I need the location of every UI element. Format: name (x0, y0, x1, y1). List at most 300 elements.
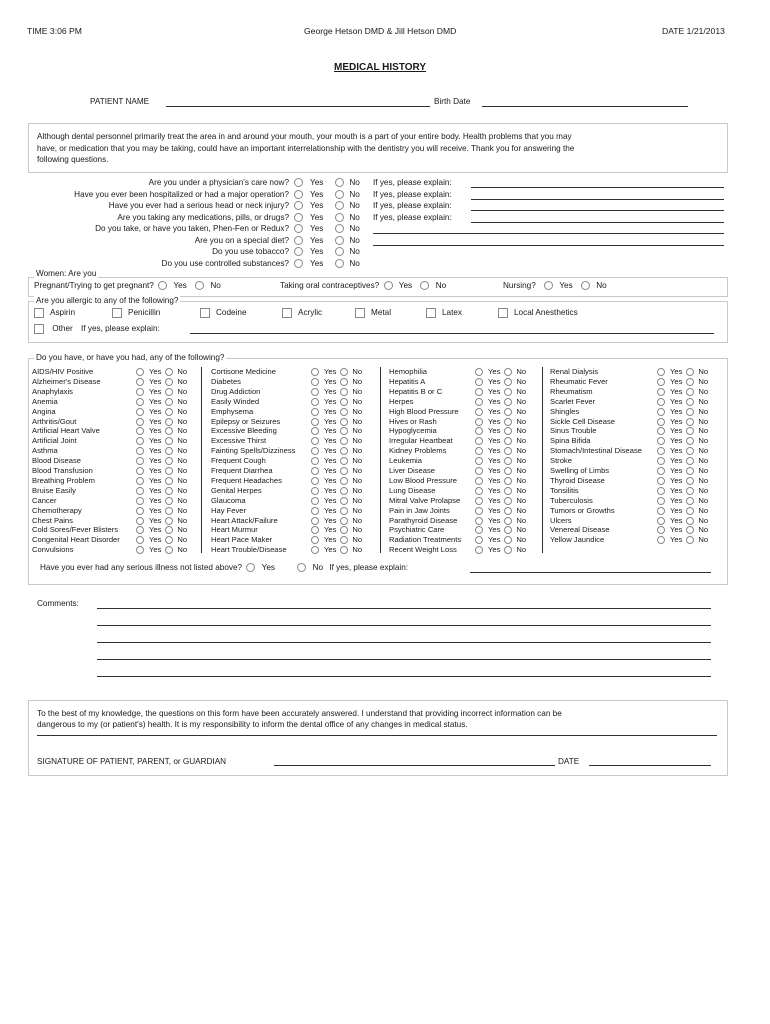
condition-label: Scarlet Fever (550, 396, 596, 406)
condition-yes-radio[interactable] (475, 546, 483, 554)
yes-label: Yes (324, 505, 337, 515)
condition-no-radio[interactable] (340, 497, 348, 505)
condition-yes-no (311, 486, 362, 495)
condition-no-radio[interactable] (686, 378, 694, 386)
condition-yes-radio[interactable] (136, 378, 144, 386)
signature-date-field[interactable] (589, 765, 711, 766)
no-label: No (352, 426, 363, 436)
condition-yes-radio[interactable] (657, 477, 665, 485)
no-label: No (177, 386, 188, 396)
condition-no-radio[interactable] (686, 398, 694, 406)
condition-yes-radio[interactable] (475, 408, 483, 416)
condition-label: Stroke (550, 456, 572, 466)
condition-no-radio[interactable] (165, 408, 173, 416)
condition-no-radio[interactable] (686, 507, 694, 515)
condition-yes-radio[interactable] (657, 368, 665, 376)
condition-no-radio[interactable] (504, 536, 512, 544)
condition-no-radio[interactable] (165, 467, 173, 475)
no-label: No (312, 563, 324, 572)
no-label: No (596, 281, 607, 290)
condition-yes-no (311, 446, 362, 455)
condition-yes-radio[interactable] (311, 517, 319, 525)
condition-yes-radio[interactable] (136, 418, 144, 426)
condition-no-radio[interactable] (504, 546, 512, 554)
condition-no-radio[interactable] (686, 467, 694, 475)
no-label: No (516, 515, 527, 525)
condition-yes-radio[interactable] (311, 536, 319, 544)
contraceptives-yes-radio[interactable] (384, 281, 393, 290)
condition-no-radio[interactable] (686, 497, 694, 505)
yes-label: Yes (324, 446, 337, 456)
condition-yes-radio[interactable] (136, 497, 144, 505)
comments-line[interactable] (97, 625, 711, 626)
condition-yes-radio[interactable] (311, 467, 319, 475)
condition-yes-no (475, 367, 526, 376)
condition-yes-no (657, 516, 708, 525)
condition-no-radio[interactable] (686, 477, 694, 485)
condition-yes-radio[interactable] (311, 457, 319, 465)
condition-yes-radio[interactable] (136, 368, 144, 376)
yes-label: Yes (324, 376, 337, 386)
condition-label: Heart Trouble/Disease (211, 545, 287, 555)
yes-label: Yes (398, 281, 413, 290)
no-label: No (352, 446, 363, 456)
condition-no-radio[interactable] (340, 517, 348, 525)
yes-label: Yes (324, 416, 337, 426)
yes-label: Yes (310, 189, 324, 199)
page-title: MEDICAL HISTORY (334, 62, 427, 73)
yes-label: Yes (670, 396, 683, 406)
condition-no-radio[interactable] (686, 517, 694, 525)
condition-yes-radio[interactable] (311, 526, 319, 534)
condition-yes-radio[interactable] (657, 507, 665, 515)
condition-no-radio[interactable] (165, 368, 173, 376)
condition-label: Frequent Cough (211, 456, 266, 466)
condition-no-radio[interactable] (340, 477, 348, 485)
condition-no-radio[interactable] (686, 418, 694, 426)
allergy-checkbox[interactable] (355, 308, 365, 318)
condition-yes-no (136, 417, 187, 426)
condition-no-radio[interactable] (340, 368, 348, 376)
condition-yes-radio[interactable] (136, 546, 144, 554)
allergy-checkbox[interactable] (200, 308, 210, 318)
condition-yes-radio[interactable] (136, 507, 144, 515)
condition-no-radio[interactable] (165, 477, 173, 485)
condition-no-radio[interactable] (165, 457, 173, 465)
condition-no-radio[interactable] (165, 378, 173, 386)
no-label: No (698, 515, 709, 525)
condition-no-radio[interactable] (686, 457, 694, 465)
signature-label: SIGNATURE OF PATIENT, PARENT, or GUARDIAN (37, 757, 227, 766)
condition-yes-no (475, 387, 526, 396)
condition-yes-no (475, 436, 526, 445)
condition-yes-no (136, 466, 187, 475)
question-yes-radio[interactable] (294, 224, 303, 233)
explain-label: If yes, please explain: (373, 178, 452, 187)
condition-yes-radio[interactable] (475, 487, 483, 495)
condition-no-radio[interactable] (504, 378, 512, 386)
condition-yes-radio[interactable] (136, 487, 144, 495)
question-no-radio[interactable] (335, 259, 344, 268)
condition-no-radio[interactable] (340, 437, 348, 445)
condition-yes-radio[interactable] (136, 467, 144, 475)
condition-yes-radio[interactable] (136, 388, 144, 396)
condition-yes-radio[interactable] (657, 536, 665, 544)
condition-yes-radio[interactable] (475, 427, 483, 435)
condition-no-radio[interactable] (504, 526, 512, 534)
condition-yes-radio[interactable] (311, 398, 319, 406)
condition-no-radio[interactable] (165, 546, 173, 554)
condition-no-radio[interactable] (340, 457, 348, 465)
no-label: No (516, 446, 527, 456)
condition-label: AIDS/HIV Positive (32, 367, 94, 376)
condition-yes-radio[interactable] (311, 447, 319, 455)
allergy-checkbox[interactable] (426, 308, 436, 318)
condition-no-radio[interactable] (340, 487, 348, 495)
condition-no-radio[interactable] (340, 398, 348, 406)
condition-yes-radio[interactable] (475, 507, 483, 515)
condition-no-radio[interactable] (504, 497, 512, 505)
question-yes-radio[interactable] (294, 259, 303, 268)
yes-label: Yes (149, 436, 162, 446)
condition-yes-radio[interactable] (657, 388, 665, 396)
condition-yes-no (136, 446, 187, 455)
condition-no-radio[interactable] (165, 517, 173, 525)
question-no-radio[interactable] (335, 201, 344, 210)
condition-yes-radio[interactable] (657, 457, 665, 465)
condition-no-radio[interactable] (686, 487, 694, 495)
condition-no-radio[interactable] (165, 398, 173, 406)
question-yes-radio[interactable] (294, 178, 303, 187)
condition-label: Excessive Bleeding (211, 426, 277, 436)
no-label: No (516, 367, 527, 376)
condition-yes-radio[interactable] (475, 457, 483, 465)
condition-yes-radio[interactable] (136, 447, 144, 455)
condition-yes-radio[interactable] (136, 526, 144, 534)
yes-label: Yes (149, 475, 162, 485)
intro-text: Although dental personnel primarily treat the area in and around your mouth, your mouth is a part of your entire body. Health problems that you may have, or medication that you may be taking, could have an important interrelationship with the dentistry you will receive. Thank you for answering the following questions. (37, 132, 575, 164)
explain-label: If yes, please explain: (373, 189, 452, 199)
condition-no-radio[interactable] (340, 536, 348, 544)
condition-no-radio[interactable] (340, 408, 348, 416)
allergy-checkbox[interactable] (282, 308, 292, 318)
condition-yes-radio[interactable] (475, 437, 483, 445)
condition-label: Liver Disease (389, 466, 436, 475)
no-label: No (177, 446, 188, 456)
yes-label: Yes (261, 563, 275, 572)
allergy-label: Aspirin (50, 308, 76, 318)
question-text: Are you taking any medications, pills, or drugs? (117, 212, 289, 222)
condition-yes-no (136, 456, 187, 465)
allergy-checkbox[interactable] (34, 308, 44, 318)
patient-name-field[interactable] (166, 106, 430, 107)
condition-no-radio[interactable] (340, 418, 348, 426)
signature-field[interactable] (274, 765, 555, 766)
condition-yes-radio[interactable] (475, 526, 483, 534)
condition-label: Leukemia (389, 456, 422, 466)
serious-yes-radio[interactable] (246, 563, 255, 572)
condition-yes-radio[interactable] (136, 408, 144, 416)
condition-yes-radio[interactable] (657, 418, 665, 426)
yes-label: Yes (670, 515, 683, 525)
condition-yes-radio[interactable] (475, 378, 483, 386)
condition-label: Stomach/Intestinal Disease (550, 446, 643, 456)
birth-date-field[interactable] (482, 106, 688, 107)
condition-no-radio[interactable] (340, 388, 348, 396)
question-no-radio[interactable] (335, 224, 344, 233)
condition-label: Angina (32, 406, 56, 416)
condition-yes-radio[interactable] (475, 418, 483, 426)
condition-yes-no (657, 446, 708, 455)
explain-field[interactable] (471, 187, 724, 188)
condition-no-radio[interactable] (686, 526, 694, 534)
condition-yes-radio[interactable] (475, 388, 483, 396)
condition-no-radio[interactable] (686, 427, 694, 435)
condition-label: Psychiatric Care (389, 525, 445, 535)
explain-field[interactable] (373, 245, 724, 246)
condition-no-radio[interactable] (504, 427, 512, 435)
condition-no-radio[interactable] (686, 368, 694, 376)
comments-line[interactable] (97, 608, 711, 609)
condition-label: Heart Pace Maker (211, 535, 273, 545)
condition-no-radio[interactable] (504, 388, 512, 396)
condition-label: Lung Disease (389, 485, 436, 495)
allergy-checkbox[interactable] (112, 308, 122, 318)
condition-yes-radio[interactable] (657, 427, 665, 435)
question-no-radio[interactable] (335, 178, 344, 187)
condition-yes-radio[interactable] (311, 507, 319, 515)
condition-yes-no (657, 525, 708, 534)
allergy-explain-field[interactable] (190, 333, 714, 334)
condition-no-radio[interactable] (165, 388, 173, 396)
explain-field[interactable] (373, 233, 724, 234)
condition-label: Bruise Easily (32, 485, 76, 495)
condition-yes-no (657, 506, 708, 515)
yes-label: Yes (670, 386, 683, 396)
condition-no-radio[interactable] (165, 507, 173, 515)
condition-yes-no (657, 407, 708, 416)
condition-yes-radio[interactable] (475, 497, 483, 505)
condition-yes-radio[interactable] (475, 398, 483, 406)
question-yes-radio[interactable] (294, 236, 303, 245)
condition-label: Drug Addiction (211, 386, 261, 396)
yes-label: Yes (488, 446, 501, 456)
allergy-item (112, 308, 160, 318)
contraceptives-question: Taking oral contraceptives? (280, 281, 380, 290)
no-label: No (177, 535, 188, 545)
condition-yes-radio[interactable] (311, 368, 319, 376)
condition-no-radio[interactable] (340, 526, 348, 534)
condition-yes-radio[interactable] (657, 467, 665, 475)
condition-yes-no (311, 397, 362, 406)
condition-no-radio[interactable] (504, 398, 512, 406)
condition-no-radio[interactable] (340, 427, 348, 435)
condition-no-radio[interactable] (686, 437, 694, 445)
question-yes-radio[interactable] (294, 201, 303, 210)
yes-label: Yes (670, 466, 683, 475)
condition-no-radio[interactable] (340, 378, 348, 386)
no-label: No (177, 367, 188, 376)
no-label: No (516, 456, 527, 466)
condition-label: Hives or Rash (389, 416, 437, 426)
birth-date-label: Birth Date (434, 97, 471, 106)
comments-line[interactable] (97, 642, 711, 643)
yes-label: Yes (488, 386, 501, 396)
condition-yes-radio[interactable] (136, 536, 144, 544)
condition-yes-radio[interactable] (475, 368, 483, 376)
yes-label: Yes (670, 367, 683, 376)
condition-no-radio[interactable] (504, 477, 512, 485)
condition-label: High Blood Pressure (389, 406, 459, 416)
question-yes-radio[interactable] (294, 247, 303, 256)
condition-no-radio[interactable] (504, 467, 512, 475)
condition-yes-radio[interactable] (657, 487, 665, 495)
condition-no-radio[interactable] (504, 487, 512, 495)
condition-yes-radio[interactable] (136, 398, 144, 406)
explain-field[interactable] (471, 222, 724, 223)
yes-label: Yes (149, 515, 162, 525)
condition-label: Cortisone Medicine (211, 367, 276, 376)
condition-yes-radio[interactable] (475, 467, 483, 475)
condition-no-radio[interactable] (504, 408, 512, 416)
condition-yes-radio[interactable] (475, 447, 483, 455)
no-label: No (698, 406, 709, 416)
yes-label: Yes (488, 376, 501, 386)
condition-no-radio[interactable] (686, 536, 694, 544)
no-label: No (698, 505, 709, 515)
serious-explain-field[interactable] (470, 572, 711, 573)
pregnant-no-radio[interactable] (195, 281, 204, 290)
no-label: No (177, 485, 188, 495)
condition-yes-radio[interactable] (311, 378, 319, 386)
condition-yes-no (475, 417, 526, 426)
question-yes-radio[interactable] (294, 213, 303, 222)
condition-no-radio[interactable] (504, 517, 512, 525)
condition-yes-radio[interactable] (475, 477, 483, 485)
yes-label: Yes (488, 485, 501, 495)
condition-yes-no (475, 466, 526, 475)
no-label: No (352, 475, 363, 485)
condition-yes-radio[interactable] (657, 447, 665, 455)
condition-yes-no (657, 496, 708, 505)
condition-no-radio[interactable] (504, 507, 512, 515)
condition-no-radio[interactable] (340, 467, 348, 475)
comments-line[interactable] (97, 676, 711, 677)
condition-yes-radio[interactable] (311, 437, 319, 445)
condition-yes-radio[interactable] (136, 477, 144, 485)
yes-label: Yes (149, 485, 162, 495)
condition-yes-radio[interactable] (311, 388, 319, 396)
condition-no-radio[interactable] (504, 437, 512, 445)
no-label: No (352, 396, 363, 406)
condition-yes-radio[interactable] (657, 517, 665, 525)
nursing-yes-radio[interactable] (544, 281, 553, 290)
condition-no-radio[interactable] (504, 418, 512, 426)
condition-no-radio[interactable] (504, 368, 512, 376)
condition-yes-radio[interactable] (475, 536, 483, 544)
condition-yes-radio[interactable] (311, 546, 319, 554)
no-label: No (698, 466, 709, 475)
allergy-checkbox[interactable] (498, 308, 508, 318)
question-text: Have you ever been hospitalized or had a major operation? (74, 189, 289, 199)
condition-no-radio[interactable] (686, 408, 694, 416)
contraceptives-no-radio[interactable] (420, 281, 429, 290)
condition-no-radio[interactable] (686, 447, 694, 455)
condition-no-radio[interactable] (165, 418, 173, 426)
condition-yes-radio[interactable] (311, 427, 319, 435)
no-label: No (349, 247, 360, 256)
condition-no-radio[interactable] (165, 526, 173, 534)
no-label: No (352, 505, 363, 515)
question-yes-no (294, 236, 360, 245)
condition-yes-radio[interactable] (311, 408, 319, 416)
condition-yes-radio[interactable] (657, 526, 665, 534)
condition-yes-radio[interactable] (136, 457, 144, 465)
serious-no-radio[interactable] (297, 563, 306, 572)
question-no-radio[interactable] (335, 213, 344, 222)
condition-no-radio[interactable] (686, 388, 694, 396)
no-label: No (177, 475, 188, 485)
question-no-radio[interactable] (335, 247, 344, 256)
explain-field[interactable] (471, 199, 724, 200)
condition-yes-no (657, 387, 708, 396)
no-label: No (352, 376, 363, 386)
condition-yes-radio[interactable] (136, 427, 144, 435)
condition-yes-radio[interactable] (475, 517, 483, 525)
no-label: No (349, 189, 360, 199)
condition-no-radio[interactable] (165, 536, 173, 544)
condition-no-radio[interactable] (165, 487, 173, 495)
condition-no-radio[interactable] (340, 507, 348, 515)
condition-yes-radio[interactable] (657, 408, 665, 416)
no-label: No (352, 535, 363, 545)
condition-yes-radio[interactable] (657, 437, 665, 445)
condition-no-radio[interactable] (340, 447, 348, 455)
condition-no-radio[interactable] (165, 427, 173, 435)
condition-yes-radio[interactable] (136, 517, 144, 525)
condition-yes-radio[interactable] (657, 378, 665, 386)
question-text: Do you use controlled substances? (161, 258, 289, 268)
yes-label: Yes (149, 396, 162, 406)
condition-yes-radio[interactable] (311, 497, 319, 505)
question-no-radio[interactable] (335, 236, 344, 245)
condition-no-radio[interactable] (340, 546, 348, 554)
condition-yes-radio[interactable] (311, 418, 319, 426)
other-allergy-checkbox[interactable] (34, 324, 44, 334)
question-no-radio[interactable] (335, 190, 344, 199)
condition-no-radio[interactable] (504, 457, 512, 465)
yes-label: Yes (670, 535, 683, 545)
condition-no-radio[interactable] (165, 497, 173, 505)
question-yes-radio[interactable] (294, 190, 303, 199)
condition-yes-radio[interactable] (136, 437, 144, 445)
serious-illness (40, 563, 408, 572)
condition-yes-radio[interactable] (311, 477, 319, 485)
condition-yes-radio[interactable] (657, 398, 665, 406)
pregnant-yes-radio[interactable] (158, 281, 167, 290)
no-label: No (177, 525, 188, 535)
condition-no-radio[interactable] (165, 437, 173, 445)
condition-label: Pain in Jaw Joints (389, 505, 450, 515)
condition-yes-radio[interactable] (657, 497, 665, 505)
condition-no-radio[interactable] (504, 447, 512, 455)
condition-no-radio[interactable] (165, 447, 173, 455)
condition-label: Breathing Problem (32, 475, 95, 485)
nursing-no-radio[interactable] (581, 281, 590, 290)
comments-line[interactable] (97, 659, 711, 660)
condition-yes-radio[interactable] (311, 487, 319, 495)
explain-field[interactable] (471, 210, 724, 211)
